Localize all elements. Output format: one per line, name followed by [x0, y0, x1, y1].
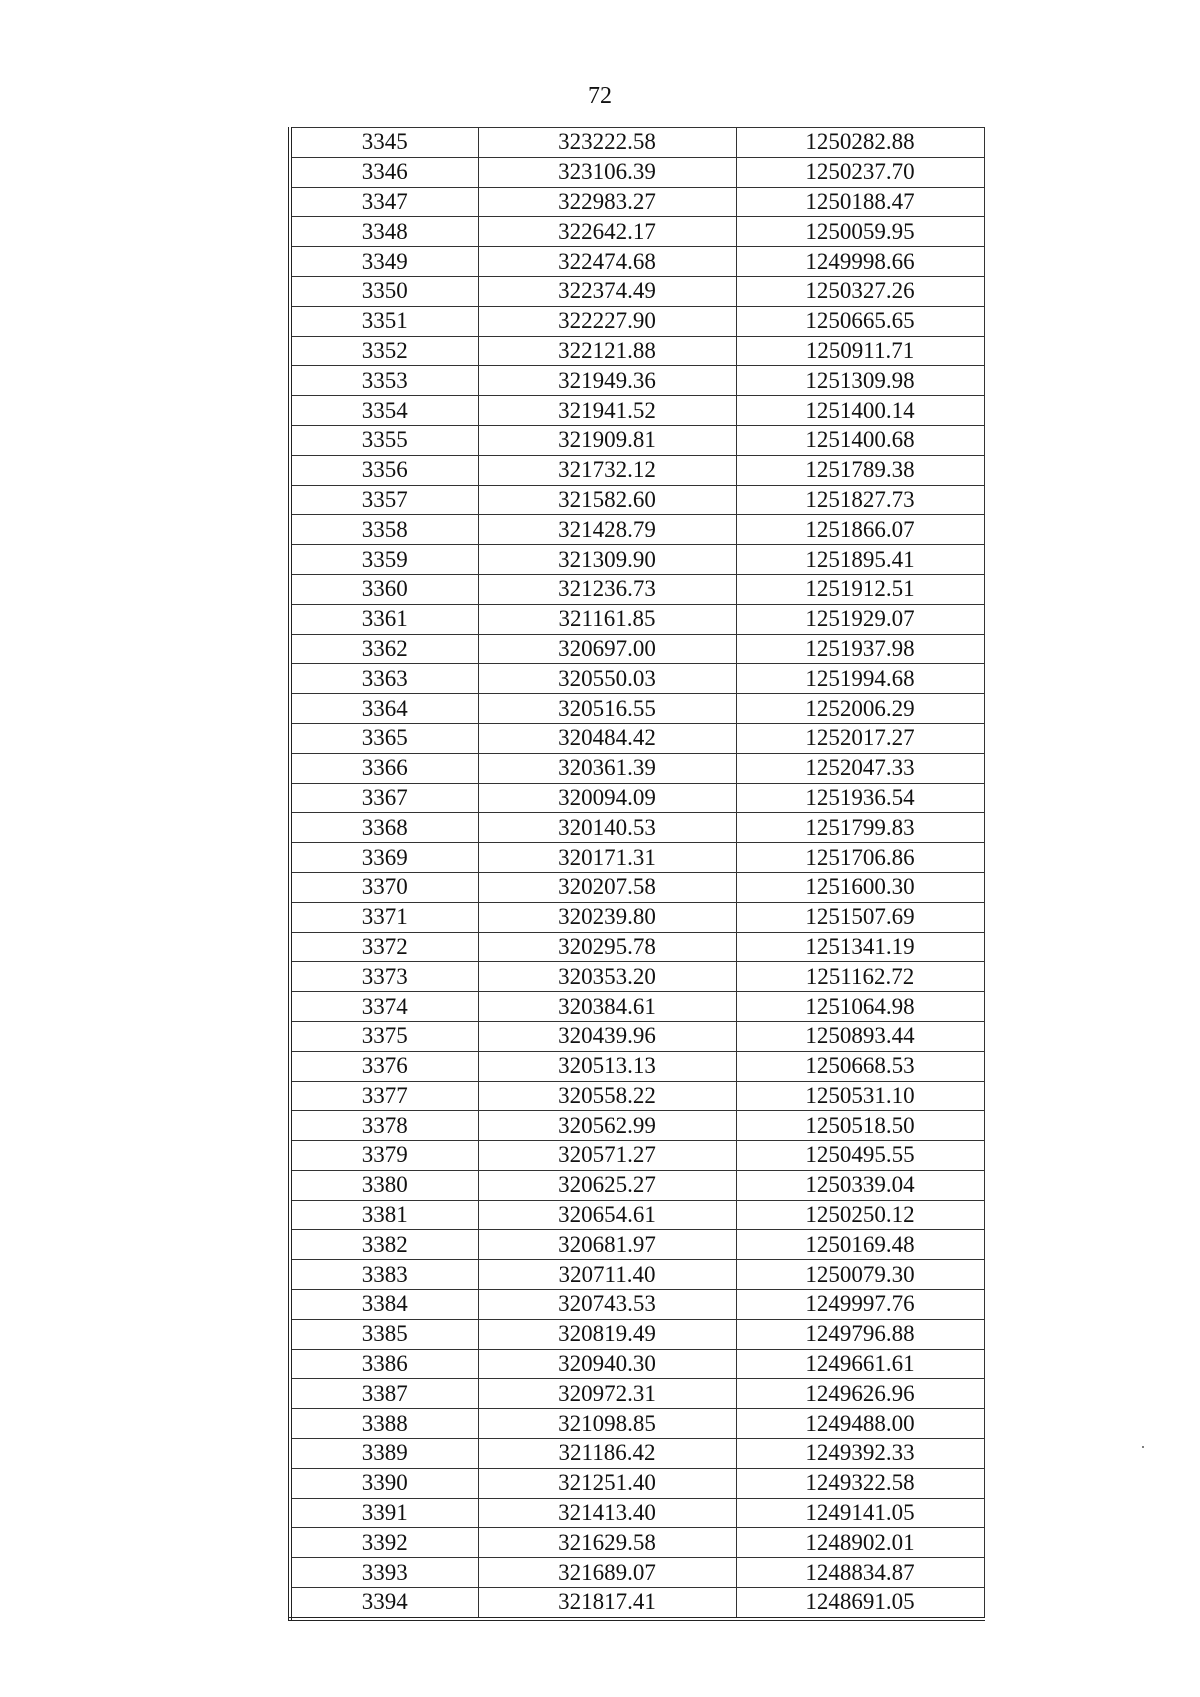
- point-number-cell: 3376: [290, 1051, 478, 1081]
- table-row: [290, 664, 984, 694]
- table-row: [290, 1081, 984, 1111]
- table-row: [290, 1260, 984, 1290]
- x-coordinate-cell: 321413.40: [478, 1498, 736, 1528]
- y-coordinate-cell: 1251994.68: [736, 664, 984, 694]
- x-coordinate-cell: 321689.07: [478, 1558, 736, 1588]
- y-coordinate-cell: 1250237.70: [736, 157, 984, 187]
- table-row: [290, 1111, 984, 1141]
- x-coordinate-cell: 320513.13: [478, 1051, 736, 1081]
- point-number-cell: 3353: [290, 366, 478, 396]
- point-number-cell: 3354: [290, 396, 478, 426]
- table-row: [290, 1498, 984, 1528]
- table-row: [290, 1349, 984, 1379]
- table-row: [290, 1141, 984, 1171]
- y-coordinate-cell: 1251799.83: [736, 813, 984, 843]
- x-coordinate-cell: 320940.30: [478, 1349, 736, 1379]
- y-coordinate-cell: 1251507.69: [736, 902, 984, 932]
- table-row: [290, 217, 984, 247]
- point-number-cell: 3374: [290, 992, 478, 1022]
- y-coordinate-cell: 1250911.71: [736, 336, 984, 366]
- point-number-cell: 3389: [290, 1439, 478, 1469]
- table-row: [290, 425, 984, 455]
- table-row: [290, 1170, 984, 1200]
- point-number-cell: 3355: [290, 425, 478, 455]
- x-coordinate-cell: 321582.60: [478, 485, 736, 515]
- point-number-cell: 3370: [290, 872, 478, 902]
- y-coordinate-cell: 1250893.44: [736, 1021, 984, 1051]
- y-coordinate-cell: 1252006.29: [736, 694, 984, 724]
- x-coordinate-cell: 320743.53: [478, 1290, 736, 1320]
- x-coordinate-cell: 320654.61: [478, 1200, 736, 1230]
- y-coordinate-cell: 1249392.33: [736, 1439, 984, 1469]
- table-row: [290, 1588, 984, 1619]
- x-coordinate-cell: 321309.90: [478, 545, 736, 575]
- point-number-cell: 3350: [290, 276, 478, 306]
- table-row: [290, 753, 984, 783]
- y-coordinate-cell: 1251600.30: [736, 872, 984, 902]
- x-coordinate-cell: 320171.31: [478, 843, 736, 873]
- table-row: [290, 843, 984, 873]
- x-coordinate-cell: 320681.97: [478, 1230, 736, 1260]
- x-coordinate-cell: 320295.78: [478, 932, 736, 962]
- table-row: [290, 813, 984, 843]
- x-coordinate-cell: 320972.31: [478, 1379, 736, 1409]
- y-coordinate-cell: 1250282.88: [736, 128, 984, 158]
- y-coordinate-cell: 1250250.12: [736, 1200, 984, 1230]
- x-coordinate-cell: 321428.79: [478, 515, 736, 545]
- y-coordinate-cell: 1252017.27: [736, 723, 984, 753]
- point-number-cell: 3383: [290, 1260, 478, 1290]
- y-coordinate-cell: 1249998.66: [736, 247, 984, 277]
- y-coordinate-cell: 1251936.54: [736, 783, 984, 813]
- point-number-cell: 3349: [290, 247, 478, 277]
- point-number-cell: 3387: [290, 1379, 478, 1409]
- point-number-cell: 3373: [290, 962, 478, 992]
- table-row: [290, 1439, 984, 1469]
- point-number-cell: 3369: [290, 843, 478, 873]
- y-coordinate-cell: 1250059.95: [736, 217, 984, 247]
- y-coordinate-cell: 1251162.72: [736, 962, 984, 992]
- y-coordinate-cell: 1251789.38: [736, 455, 984, 485]
- x-coordinate-cell: 321941.52: [478, 396, 736, 426]
- table-row: [290, 396, 984, 426]
- table-row: [290, 157, 984, 187]
- x-coordinate-cell: 320484.42: [478, 723, 736, 753]
- point-number-cell: 3379: [290, 1141, 478, 1171]
- point-number-cell: 3393: [290, 1558, 478, 1588]
- point-number-cell: 3388: [290, 1409, 478, 1439]
- y-coordinate-cell: 1249997.76: [736, 1290, 984, 1320]
- point-number-cell: 3357: [290, 485, 478, 515]
- y-coordinate-cell: 1250495.55: [736, 1141, 984, 1171]
- y-coordinate-cell: 1250531.10: [736, 1081, 984, 1111]
- x-coordinate-cell: 322983.27: [478, 187, 736, 217]
- point-number-cell: 3365: [290, 723, 478, 753]
- x-coordinate-cell: 320353.20: [478, 962, 736, 992]
- table-row: [290, 872, 984, 902]
- point-number-cell: 3377: [290, 1081, 478, 1111]
- table-row: [290, 574, 984, 604]
- y-coordinate-cell: 1251309.98: [736, 366, 984, 396]
- x-coordinate-cell: 320516.55: [478, 694, 736, 724]
- x-coordinate-cell: 322374.49: [478, 276, 736, 306]
- point-number-cell: 3347: [290, 187, 478, 217]
- coordinates-table: [288, 127, 985, 1621]
- table-row: [290, 783, 984, 813]
- table-row: [290, 187, 984, 217]
- table-row: [290, 932, 984, 962]
- point-number-cell: 3380: [290, 1170, 478, 1200]
- table-row: [290, 1468, 984, 1498]
- table-row: [290, 545, 984, 575]
- table-row: [290, 1528, 984, 1558]
- y-coordinate-cell: 1251341.19: [736, 932, 984, 962]
- table-row: [290, 1558, 984, 1588]
- x-coordinate-cell: 320439.96: [478, 1021, 736, 1051]
- y-coordinate-cell: 1250518.50: [736, 1111, 984, 1141]
- y-coordinate-cell: 1250339.04: [736, 1170, 984, 1200]
- point-number-cell: 3390: [290, 1468, 478, 1498]
- point-number-cell: 3346: [290, 157, 478, 187]
- y-coordinate-cell: 1249488.00: [736, 1409, 984, 1439]
- table-row: [290, 1409, 984, 1439]
- page-number: 72: [588, 83, 612, 109]
- x-coordinate-cell: 321909.81: [478, 425, 736, 455]
- point-number-cell: 3385: [290, 1319, 478, 1349]
- x-coordinate-cell: 320140.53: [478, 813, 736, 843]
- x-coordinate-cell: 322121.88: [478, 336, 736, 366]
- x-coordinate-cell: 320239.80: [478, 902, 736, 932]
- y-coordinate-cell: 1249141.05: [736, 1498, 984, 1528]
- point-number-cell: 3375: [290, 1021, 478, 1051]
- point-number-cell: 3361: [290, 604, 478, 634]
- table-row: [290, 723, 984, 753]
- y-coordinate-cell: 1251400.68: [736, 425, 984, 455]
- table-row: [290, 485, 984, 515]
- point-number-cell: 3366: [290, 753, 478, 783]
- y-coordinate-cell: 1251912.51: [736, 574, 984, 604]
- y-coordinate-cell: 1248834.87: [736, 1558, 984, 1588]
- table-row: [290, 336, 984, 366]
- x-coordinate-cell: 322642.17: [478, 217, 736, 247]
- point-number-cell: 3382: [290, 1230, 478, 1260]
- point-number-cell: 3392: [290, 1528, 478, 1558]
- x-coordinate-cell: 321251.40: [478, 1468, 736, 1498]
- table-row: [290, 1319, 984, 1349]
- table-row: [290, 694, 984, 724]
- table-row: [290, 1051, 984, 1081]
- y-coordinate-cell: 1250079.30: [736, 1260, 984, 1290]
- point-number-cell: 3363: [290, 664, 478, 694]
- table-row: [290, 306, 984, 336]
- y-coordinate-cell: 1249322.58: [736, 1468, 984, 1498]
- table-row: [290, 366, 984, 396]
- x-coordinate-cell: 320207.58: [478, 872, 736, 902]
- x-coordinate-cell: 320625.27: [478, 1170, 736, 1200]
- table-row: [290, 128, 984, 158]
- x-coordinate-cell: 321161.85: [478, 604, 736, 634]
- y-coordinate-cell: 1251064.98: [736, 992, 984, 1022]
- y-coordinate-cell: 1251866.07: [736, 515, 984, 545]
- table-row: [290, 1379, 984, 1409]
- table-row: [290, 902, 984, 932]
- y-coordinate-cell: 1251929.07: [736, 604, 984, 634]
- x-coordinate-cell: 321186.42: [478, 1439, 736, 1469]
- x-coordinate-cell: 320094.09: [478, 783, 736, 813]
- x-coordinate-cell: 321098.85: [478, 1409, 736, 1439]
- point-number-cell: 3384: [290, 1290, 478, 1320]
- x-coordinate-cell: 321949.36: [478, 366, 736, 396]
- point-number-cell: 3362: [290, 634, 478, 664]
- x-coordinate-cell: 320550.03: [478, 664, 736, 694]
- x-coordinate-cell: 320819.49: [478, 1319, 736, 1349]
- x-coordinate-cell: 322474.68: [478, 247, 736, 277]
- table-row: [290, 634, 984, 664]
- x-coordinate-cell: 323222.58: [478, 128, 736, 158]
- x-coordinate-cell: 320361.39: [478, 753, 736, 783]
- table-row: [290, 1230, 984, 1260]
- point-number-cell: 3358: [290, 515, 478, 545]
- table-row: [290, 1290, 984, 1320]
- y-coordinate-cell: 1250668.53: [736, 1051, 984, 1081]
- x-coordinate-cell: 320571.27: [478, 1141, 736, 1171]
- y-coordinate-cell: 1251937.98: [736, 634, 984, 664]
- point-number-cell: 3356: [290, 455, 478, 485]
- table-row: [290, 1021, 984, 1051]
- x-coordinate-cell: 320562.99: [478, 1111, 736, 1141]
- point-number-cell: 3364: [290, 694, 478, 724]
- y-coordinate-cell: 1249626.96: [736, 1379, 984, 1409]
- point-number-cell: 3378: [290, 1111, 478, 1141]
- x-coordinate-cell: 322227.90: [478, 306, 736, 336]
- x-coordinate-cell: 320697.00: [478, 634, 736, 664]
- coordinates-table-body: [290, 128, 984, 1619]
- point-number-cell: 3386: [290, 1349, 478, 1379]
- x-coordinate-cell: 320384.61: [478, 992, 736, 1022]
- y-coordinate-cell: 1248691.05: [736, 1588, 984, 1619]
- table-row: [290, 992, 984, 1022]
- x-coordinate-cell: 321732.12: [478, 455, 736, 485]
- x-coordinate-cell: 320711.40: [478, 1260, 736, 1290]
- y-coordinate-cell: 1251827.73: [736, 485, 984, 515]
- y-coordinate-cell: 1252047.33: [736, 753, 984, 783]
- y-coordinate-cell: 1249796.88: [736, 1319, 984, 1349]
- point-number-cell: 3359: [290, 545, 478, 575]
- table-row: [290, 515, 984, 545]
- point-number-cell: 3368: [290, 813, 478, 843]
- y-coordinate-cell: 1250665.65: [736, 306, 984, 336]
- x-coordinate-cell: 323106.39: [478, 157, 736, 187]
- point-number-cell: 3360: [290, 574, 478, 604]
- y-coordinate-cell: 1248902.01: [736, 1528, 984, 1558]
- point-number-cell: 3372: [290, 932, 478, 962]
- point-number-cell: 3371: [290, 902, 478, 932]
- point-number-cell: 3381: [290, 1200, 478, 1230]
- point-number-cell: 3348: [290, 217, 478, 247]
- y-coordinate-cell: 1249661.61: [736, 1349, 984, 1379]
- y-coordinate-cell: 1251895.41: [736, 545, 984, 575]
- table-row: [290, 276, 984, 306]
- scan-speck: [1142, 1446, 1144, 1448]
- x-coordinate-cell: 321629.58: [478, 1528, 736, 1558]
- table-row: [290, 604, 984, 634]
- point-number-cell: 3352: [290, 336, 478, 366]
- point-number-cell: 3394: [290, 1588, 478, 1619]
- y-coordinate-cell: 1250188.47: [736, 187, 984, 217]
- table-row: [290, 455, 984, 485]
- table-row: [290, 247, 984, 277]
- point-number-cell: 3367: [290, 783, 478, 813]
- y-coordinate-cell: 1251706.86: [736, 843, 984, 873]
- point-number-cell: 3351: [290, 306, 478, 336]
- y-coordinate-cell: 1250169.48: [736, 1230, 984, 1260]
- x-coordinate-cell: 320558.22: [478, 1081, 736, 1111]
- x-coordinate-cell: 321817.41: [478, 1588, 736, 1619]
- table-row: [290, 1200, 984, 1230]
- y-coordinate-cell: 1250327.26: [736, 276, 984, 306]
- point-number-cell: 3391: [290, 1498, 478, 1528]
- y-coordinate-cell: 1251400.14: [736, 396, 984, 426]
- point-number-cell: 3345: [290, 128, 478, 158]
- x-coordinate-cell: 321236.73: [478, 574, 736, 604]
- table-row: [290, 962, 984, 992]
